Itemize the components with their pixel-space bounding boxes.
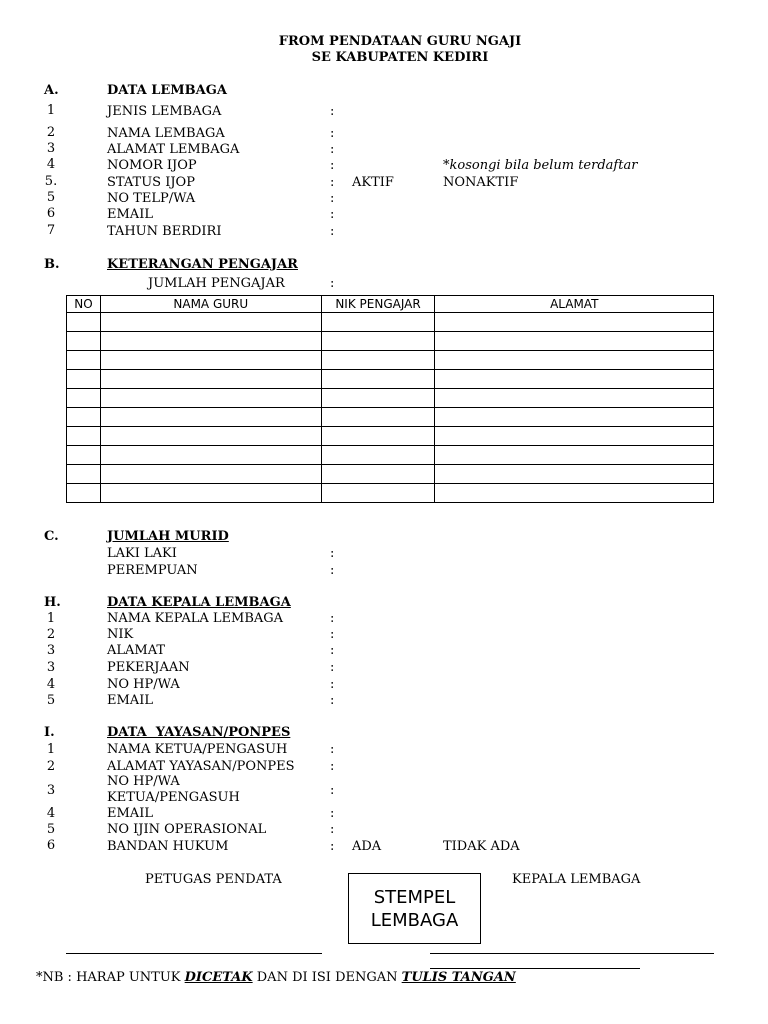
field-colon: : — [330, 660, 335, 675]
cell-alamat[interactable] — [435, 408, 714, 427]
option-nonaktif[interactable]: NONAKTIF — [443, 175, 519, 190]
stamp-text-line2: LEMBAGA — [370, 909, 459, 931]
cell-alamat[interactable] — [435, 446, 714, 465]
cell-nik-pengajar[interactable] — [321, 370, 435, 389]
row-number: 4 — [46, 677, 56, 692]
teacher-table — [66, 295, 714, 503]
field-colon: : — [330, 627, 335, 642]
cell-nama-guru[interactable] — [100, 351, 321, 370]
cell-nama-guru[interactable] — [100, 389, 321, 408]
form-title: FROM PENDATAAN GURU NGAJI — [278, 34, 522, 49]
column-header-alamat: ALAMAT — [435, 296, 714, 313]
signature-label-petugas: PETUGAS PENDATA — [145, 872, 282, 887]
column-header-no: NO — [67, 296, 101, 313]
cell-nama-guru[interactable] — [100, 465, 321, 484]
row-number: 2 — [46, 759, 56, 774]
field-colon: : — [330, 224, 335, 239]
field-colon: : — [330, 142, 335, 157]
field-label-no-hp-ketua: NO HP/WA — [107, 774, 180, 789]
cell-no[interactable] — [67, 484, 101, 503]
row-number: 7 — [46, 223, 56, 238]
cell-alamat[interactable] — [435, 484, 714, 503]
option-ada[interactable]: ADA — [352, 839, 382, 854]
field-label-email: EMAIL — [107, 207, 153, 222]
field-colon: : — [330, 693, 335, 708]
field-label-email: EMAIL — [107, 693, 153, 708]
row-number: 3 — [46, 643, 56, 658]
cell-nama-guru[interactable] — [100, 408, 321, 427]
signature-line-kepala — [430, 953, 714, 954]
row-number: 3 — [46, 141, 56, 156]
row-number: 3 — [46, 783, 56, 798]
cell-nama-guru[interactable] — [100, 332, 321, 351]
field-label-no-telp: NO TELP/WA — [107, 191, 196, 206]
cell-nik-pengajar[interactable] — [321, 408, 435, 427]
field-colon: : — [330, 158, 335, 173]
field-label-nomor-ijop: NOMOR IJOP — [107, 158, 197, 173]
section-c-title: JUMLAH MURID — [107, 529, 229, 544]
section-i-letter: I. — [44, 725, 55, 740]
cell-nik-pengajar[interactable] — [321, 332, 435, 351]
section-a-letter: A. — [44, 83, 59, 98]
cell-nama-guru[interactable] — [100, 484, 321, 503]
cell-no[interactable] — [67, 465, 101, 484]
table-row — [67, 446, 714, 465]
row-number: 1 — [46, 742, 56, 757]
footer-emphasis-dicetak: DICETAK — [184, 970, 253, 985]
field-colon: : — [330, 759, 335, 774]
field-colon: : — [330, 742, 335, 757]
field-colon: : — [330, 191, 335, 206]
field-colon: : — [330, 126, 335, 141]
cell-alamat[interactable] — [435, 313, 714, 332]
field-label-nama-lembaga: NAMA LEMBAGA — [107, 126, 225, 141]
field-colon: : — [330, 839, 335, 854]
field-label-perempuan: PEREMPUAN — [107, 563, 198, 578]
row-number: 1 — [46, 103, 56, 118]
field-label-alamat: ALAMAT — [107, 643, 166, 658]
field-label-alamat-lembaga: ALAMAT LEMBAGA — [107, 142, 240, 157]
table-row — [67, 484, 714, 503]
stamp-text-line1: STEMPEL — [373, 886, 456, 908]
row-number: 2 — [46, 125, 56, 140]
cell-nik-pengajar[interactable] — [321, 351, 435, 370]
signature-line-petugas — [66, 953, 322, 954]
row-number: 5 — [46, 822, 56, 837]
field-label-jenis-lembaga: JENIS LEMBAGA — [107, 104, 222, 119]
field-label-nama-ketua: NAMA KETUA/PENGASUH — [107, 742, 288, 757]
cell-nik-pengajar[interactable] — [321, 389, 435, 408]
field-colon: : — [330, 546, 335, 561]
footer-prefix: *NB : HARAP UNTUK — [36, 970, 185, 985]
table-row — [67, 351, 714, 370]
section-b-letter: B. — [44, 257, 60, 272]
table-row — [67, 389, 714, 408]
stamp-box — [348, 873, 481, 944]
row-number: 4 — [46, 157, 56, 172]
section-h-title: DATA KEPALA LEMBAGA — [107, 595, 291, 610]
signature-line-extra — [430, 968, 640, 969]
footer-emphasis-tulis-tangan: TULIS TANGAN — [401, 970, 516, 985]
cell-no[interactable] — [67, 408, 101, 427]
table-row — [67, 332, 714, 351]
field-label-laki-laki: LAKI LAKI — [107, 546, 177, 561]
row-number: 5. — [44, 174, 58, 189]
cell-no[interactable] — [67, 351, 101, 370]
cell-no[interactable] — [67, 427, 101, 446]
cell-nama-guru[interactable] — [100, 427, 321, 446]
cell-no[interactable] — [67, 370, 101, 389]
cell-nik-pengajar[interactable] — [321, 484, 435, 503]
section-b-title: KETERANGAN PENGAJAR — [107, 257, 298, 272]
cell-nik-pengajar[interactable] — [321, 446, 435, 465]
row-number: 6 — [46, 838, 56, 853]
cell-nik-pengajar[interactable] — [321, 427, 435, 446]
column-header-nama-guru: NAMA GURU — [100, 296, 321, 313]
signature-label-kepala: KEPALA LEMBAGA — [512, 872, 641, 887]
cell-no[interactable] — [67, 313, 101, 332]
field-colon: : — [330, 611, 335, 626]
cell-alamat[interactable] — [435, 332, 714, 351]
form-subtitle: SE KABUPATEN KEDIRI — [311, 50, 489, 65]
field-colon: : — [330, 104, 335, 119]
field-label-no-hp: NO HP/WA — [107, 677, 180, 692]
table-row — [67, 408, 714, 427]
footer-note — [36, 970, 516, 986]
cell-no[interactable] — [67, 446, 101, 465]
field-label-status-ijop: STATUS IJOP — [107, 175, 195, 190]
row-number: 1 — [46, 611, 56, 626]
cell-alamat[interactable] — [435, 465, 714, 484]
field-colon: : — [330, 822, 335, 837]
ijop-note: *kosongi bila belum terdaftar — [443, 158, 638, 173]
cell-nik-pengajar[interactable] — [321, 313, 435, 332]
row-number: 3 — [46, 660, 56, 675]
cell-alamat[interactable] — [435, 370, 714, 389]
table-row — [67, 313, 714, 332]
field-label-email: EMAIL — [107, 806, 153, 821]
field-label-alamat-yayasan: ALAMAT YAYASAN/PONPES — [107, 759, 295, 774]
footer-middle: DAN DI ISI DENGAN — [252, 970, 402, 985]
row-number: 6 — [46, 206, 56, 221]
option-aktif[interactable]: AKTIF — [352, 175, 394, 190]
column-header-nik-pengajar: NIK PENGAJAR — [321, 296, 435, 313]
table-row — [67, 370, 714, 389]
section-h-letter: H. — [44, 595, 61, 610]
cell-nama-guru[interactable] — [100, 446, 321, 465]
field-colon: : — [330, 276, 335, 291]
row-number: 5 — [46, 693, 56, 708]
row-number: 5 — [46, 190, 56, 205]
cell-alamat[interactable] — [435, 351, 714, 370]
field-label-tahun-berdiri: TAHUN BERDIRI — [107, 224, 222, 239]
section-c-letter: C. — [44, 529, 59, 544]
table-row — [67, 427, 714, 446]
field-label-no-ijin: NO IJIN OPERASIONAL — [107, 822, 267, 837]
row-number: 4 — [46, 806, 56, 821]
section-a-title: DATA LEMBAGA — [107, 83, 227, 98]
field-colon: : — [330, 643, 335, 658]
option-tidak-ada[interactable]: TIDAK ADA — [443, 839, 520, 854]
section-i-title: DATA YAYASAN/PONPES — [107, 725, 291, 740]
field-label-badan-hukum: BANDAN HUKUM — [107, 839, 229, 854]
field-colon: : — [330, 207, 335, 222]
field-label-nik: NIK — [107, 627, 134, 642]
cell-alamat[interactable] — [435, 389, 714, 408]
table-row — [67, 465, 714, 484]
cell-no[interactable] — [67, 389, 101, 408]
field-label-nama-kepala: NAMA KEPALA LEMBAGA — [107, 611, 284, 626]
row-number: 2 — [46, 627, 56, 642]
field-colon: : — [330, 806, 335, 821]
cell-nik-pengajar[interactable] — [321, 465, 435, 484]
field-colon: : — [330, 175, 335, 190]
field-label-jumlah-pengajar: JUMLAH PENGAJAR — [148, 276, 285, 291]
field-colon: : — [330, 563, 335, 578]
field-label-pekerjaan: PEKERJAAN — [107, 660, 190, 675]
table-header-row — [67, 296, 714, 313]
field-colon: : — [330, 677, 335, 692]
cell-nama-guru[interactable] — [100, 313, 321, 332]
cell-nama-guru[interactable] — [100, 370, 321, 389]
field-colon: : — [330, 783, 335, 798]
cell-no[interactable] — [67, 332, 101, 351]
cell-alamat[interactable] — [435, 427, 714, 446]
field-label-no-hp-ketua-line2: KETUA/PENGASUH — [107, 790, 240, 805]
